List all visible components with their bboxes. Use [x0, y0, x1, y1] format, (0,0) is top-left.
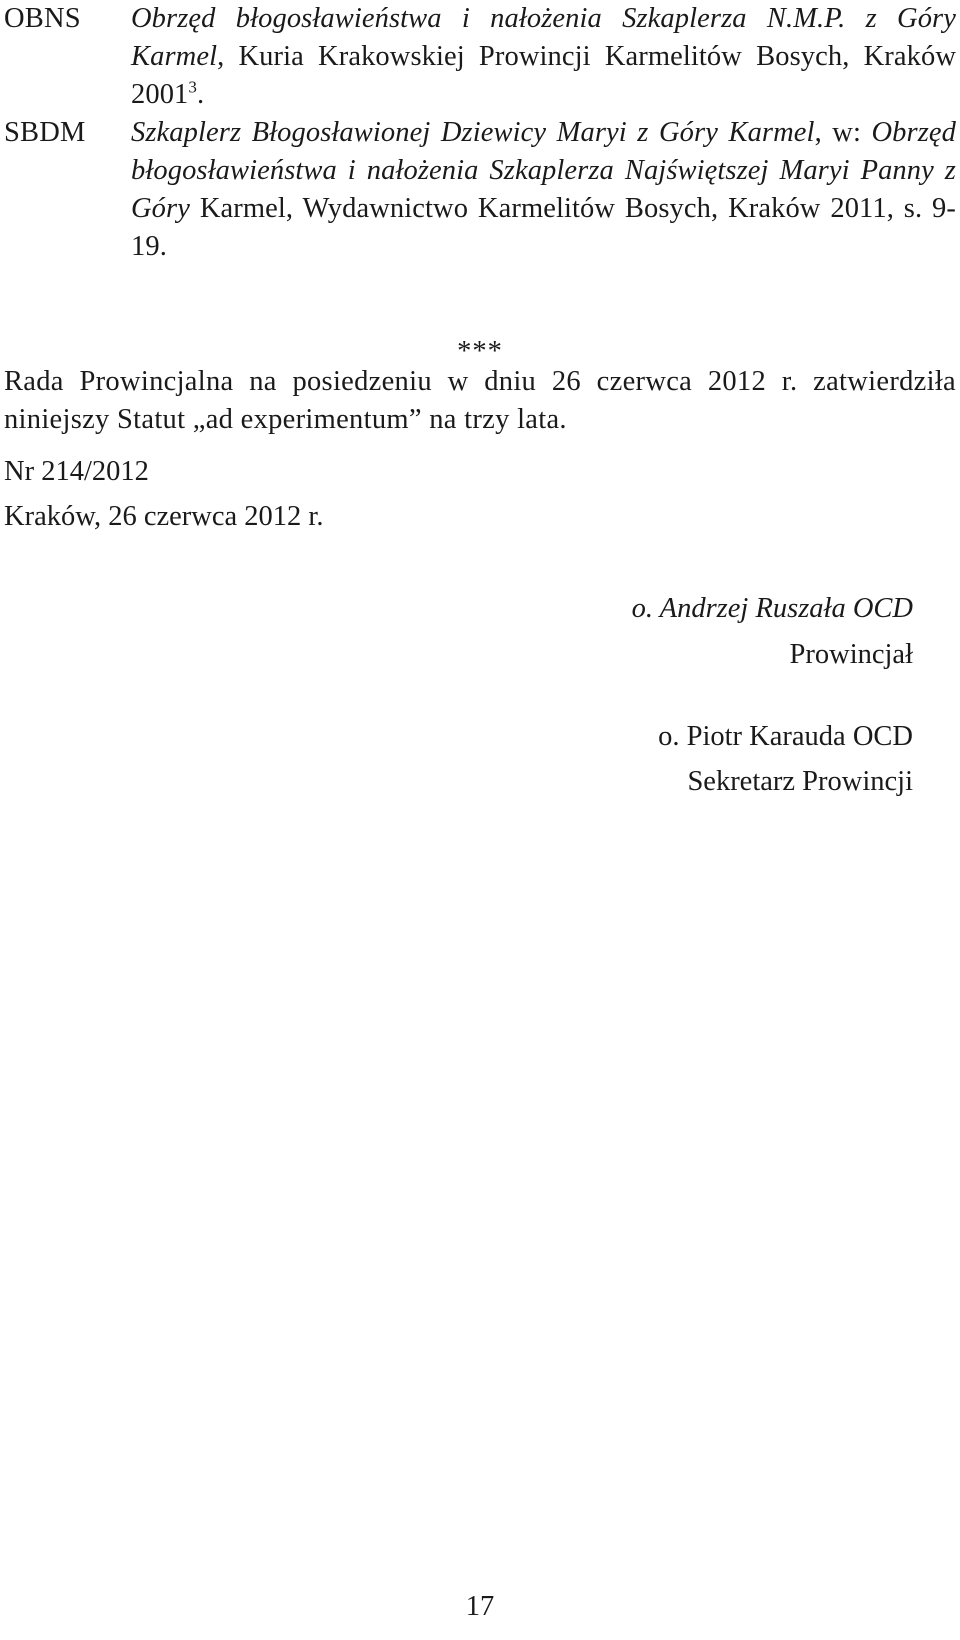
page-number: 17	[465, 1591, 495, 1622]
abbreviation-definition	[131, 0, 956, 114]
approval-quoted-phrase: „ad experimentum”	[185, 404, 430, 435]
approval-text-end: na trzy lata.	[429, 404, 567, 435]
signatory-role-secretary: Sekretarz Prowincji	[687, 766, 913, 797]
signatory-name-secretary: o. Piotr Karauda OCD	[658, 721, 913, 752]
abbreviations-list	[4, 0, 956, 266]
abbreviation-key: SBDM	[4, 117, 86, 148]
approval-statement	[4, 363, 956, 439]
approval-text-start: Rada Prowincjalna na posiedzeniu w dniu 26 czerwca 2012 r. zatwierdziła niniejszy Statut	[4, 366, 956, 435]
abbreviation-title: Szkaplerz Błogosławionej Dziewicy Maryi z Góry Karmel	[131, 117, 815, 148]
abbreviation-definition	[131, 114, 956, 266]
abbreviation-key: OBNS	[4, 3, 81, 34]
abbreviation-connector: , w:	[814, 117, 872, 148]
signatory-name-provincial: o. Andrzej Ruszała OCD	[631, 593, 913, 624]
section-separator: ***	[457, 336, 503, 367]
abbreviation-title: Obrzęd błogosławieństwa i nałożenia Szkaplerza N.M.P. z Góry Karmel	[131, 3, 956, 72]
document-number: Nr 214/2012	[4, 456, 149, 487]
abbreviation-source-title: Obrzęd błogosławieństwa i nałożenia Szkaplerza Najświętszej Maryi Panny z Góry	[131, 117, 957, 224]
edition-superscript: 3	[188, 77, 198, 97]
abbreviation-row-sbdm	[4, 114, 956, 266]
signatory-role-provincial: Prowincjał	[789, 639, 913, 670]
abbreviation-period: .	[197, 79, 205, 110]
abbreviation-details: Karmel, Wydawnictwo Karmelitów Bosych, Kraków 2011, s. 9-19.	[131, 193, 956, 262]
place-and-date: Kraków, 26 czerwca 2012 r.	[4, 501, 324, 532]
abbreviation-details: , Kuria Krakowskiej Prowincji Karmelitów Bosych, Kraków 2001	[131, 41, 956, 110]
abbreviation-row-obns	[4, 0, 956, 114]
